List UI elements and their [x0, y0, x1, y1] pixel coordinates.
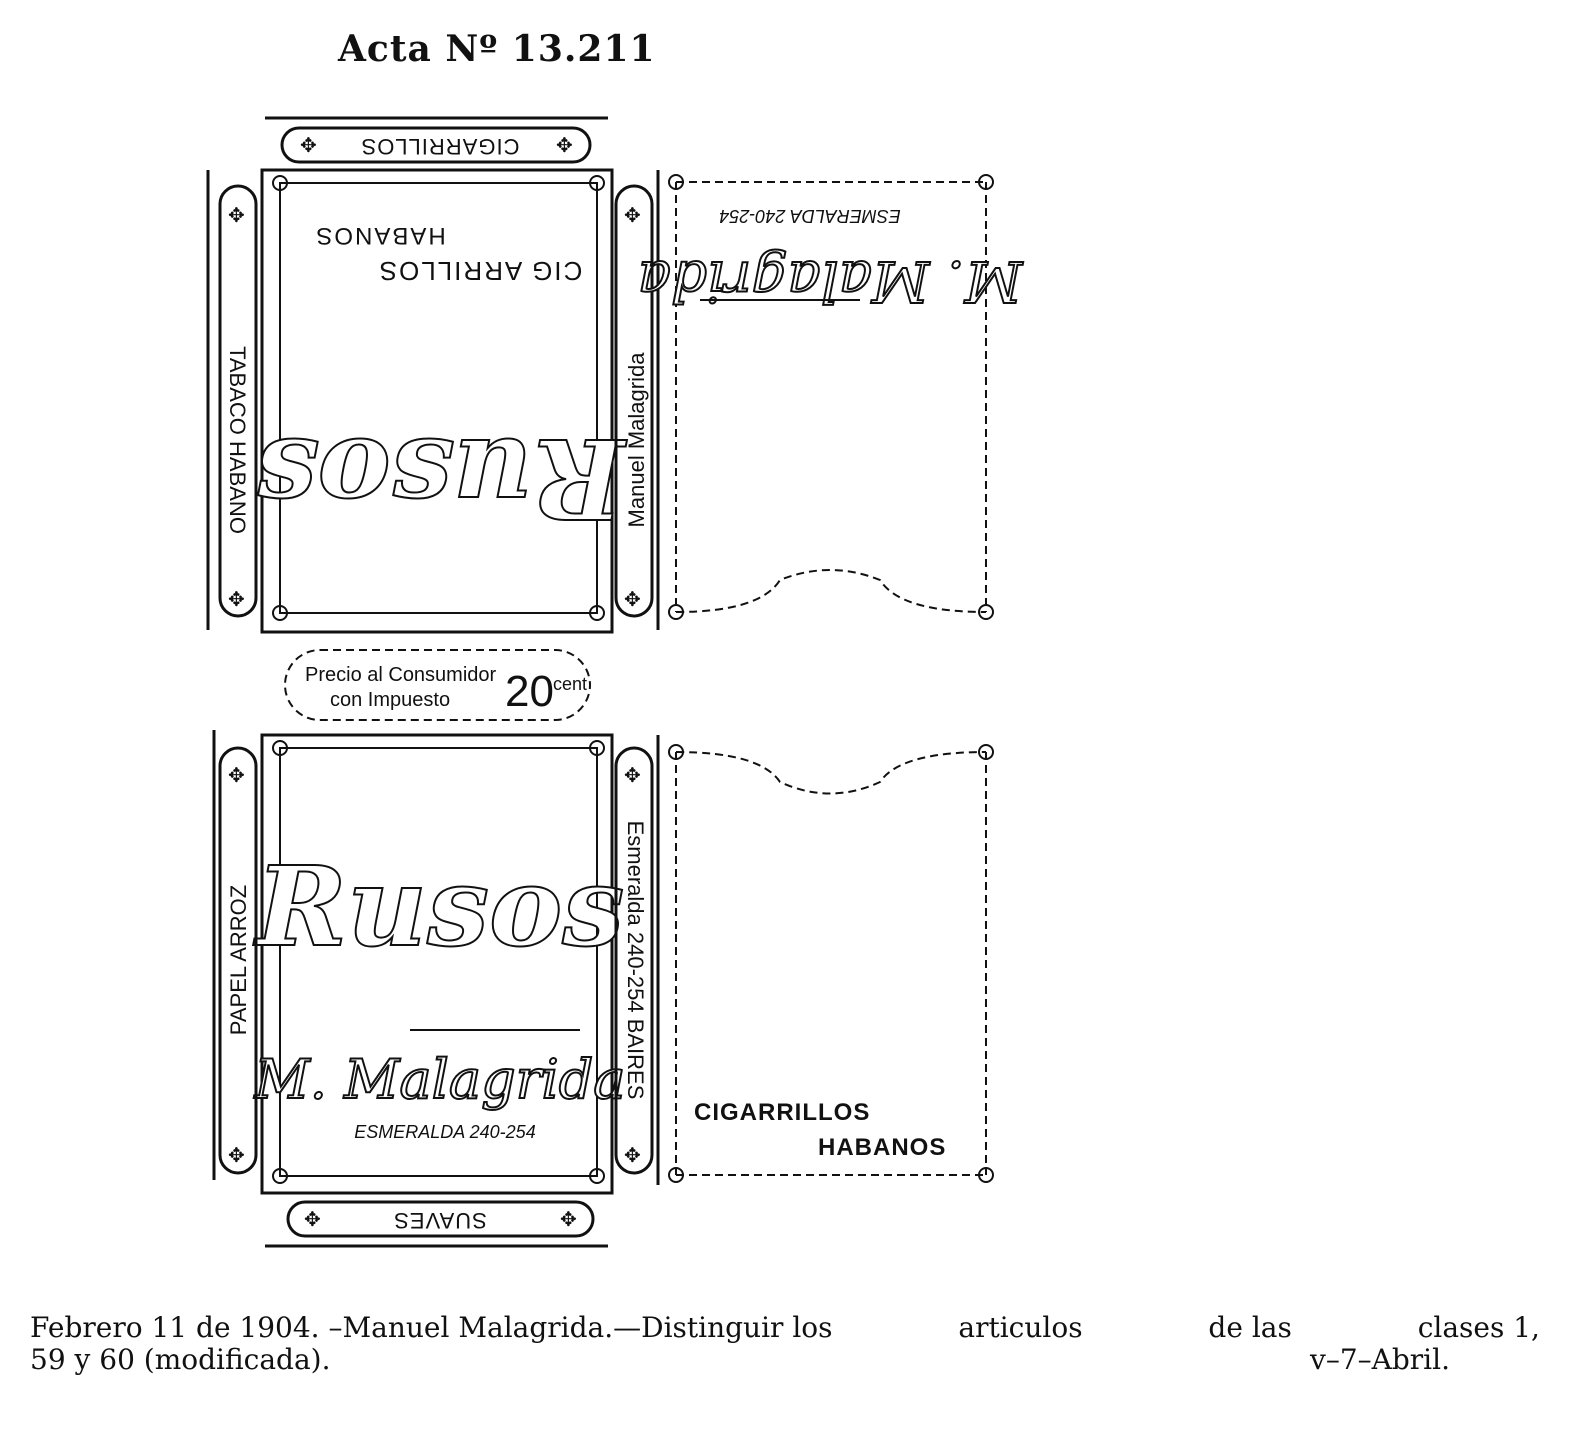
ornament-icon: ✥ [304, 1209, 321, 1231]
lower-left-side-label: PAPEL ARROZ [226, 884, 251, 1036]
caption-part: de las [1208, 1311, 1292, 1344]
caption-part: clases 1, [1417, 1311, 1540, 1344]
ornament-icon: ✥ [560, 1209, 577, 1231]
caption-part: v–7–Abril. [1310, 1343, 1450, 1376]
bottom-flap-label: SUAVES [393, 1208, 487, 1234]
price-label-line2: con Impuesto [330, 689, 451, 711]
upper-back-panel [638, 175, 1024, 619]
price-label [285, 650, 590, 720]
top-flap [265, 118, 608, 162]
lower-front-signature: M. Malagrida [254, 1048, 626, 1111]
ornament-icon: ✥ [228, 765, 245, 787]
upper-back-address: ESMERALDA 240-254 [719, 206, 901, 226]
upper-front-panel [256, 170, 628, 632]
lower-left-side [214, 730, 256, 1180]
bottom-flap [265, 1202, 608, 1246]
ornament-icon: ✥ [624, 765, 641, 787]
upper-left-side-label: TABACO HABANO [225, 346, 250, 534]
upper-front-line1: CIG ARRILLOS [377, 256, 583, 286]
price-label-amount: 20 [505, 667, 554, 716]
ornament-icon: ✥ [624, 589, 641, 611]
ornament-icon: ✥ [228, 589, 245, 611]
lower-front-address: ESMERALDA 240-254 [354, 1122, 536, 1142]
document-caption [30, 1312, 1540, 1376]
ornament-icon: ✥ [624, 1145, 641, 1167]
upper-right-side [616, 170, 658, 630]
caption-part: 59 y 60 (modificada). [30, 1343, 331, 1376]
lower-front-panel [253, 735, 626, 1193]
caption-part: Febrero 11 de 1904. –Manuel Malagrida.—Distinguir los [30, 1311, 833, 1344]
document-title: Acta Nº 13.211 [338, 28, 656, 70]
price-label-unit: cent [553, 674, 588, 694]
price-label-line1: Precio al Consumidor [305, 664, 497, 686]
ornament-icon: ✥ [556, 135, 573, 157]
ornament-icon: ✥ [228, 205, 245, 227]
upper-left-side [208, 170, 256, 630]
lower-back-line1: CIGARRILLOS [694, 1099, 871, 1126]
ornament-icon: ✥ [624, 205, 641, 227]
ornament-icon: ✥ [300, 135, 317, 157]
lower-back-panel [669, 745, 993, 1182]
upper-front-line2: HABANOS [314, 222, 446, 249]
lower-front-brand: Rusos [255, 842, 625, 971]
top-flap-label: CIGARRILLOS [360, 134, 520, 160]
lower-back-line2: HABANOS [818, 1134, 947, 1161]
caption-part: articulos [958, 1311, 1083, 1344]
upper-front-brand: Rusos [255, 414, 625, 543]
ornament-icon: ✥ [228, 1145, 245, 1167]
upper-back-signature: M. Malagrida [637, 248, 1023, 313]
lower-right-side-label: Esmeralda 240-254 BAIRES [623, 820, 648, 1100]
upper-right-side-label: Manuel Malagrida [624, 352, 649, 528]
